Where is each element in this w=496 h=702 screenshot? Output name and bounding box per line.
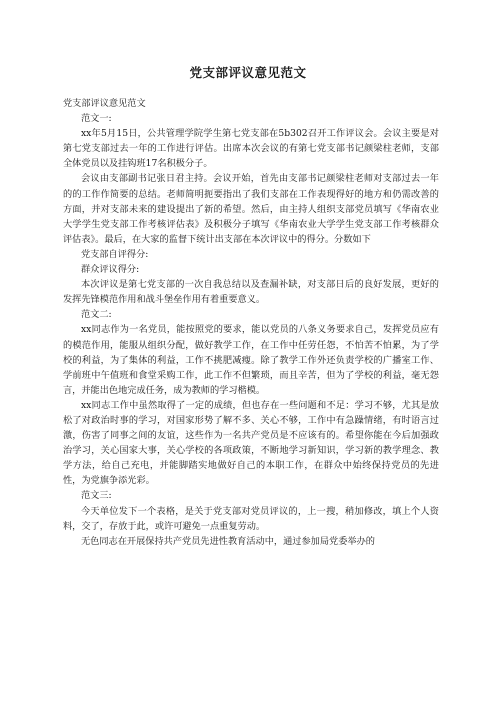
paragraph: 党支部评议意见范文: [63, 98, 146, 109]
paragraph: 今天单位发下一个表格，是关于党支部对党员评议的，上一搜，稍加修改，填上个人资料，交了，存放于此，或许可避免一点重复劳动。: [63, 505, 439, 532]
paragraph: xx同志作为一名党员，能按照党的要求，能以党员的八条义务要求自己，发挥党员应有的模范作用，能服从组织分配，做好教学工作，在工作中任劳任怨，不怕苦不怕累，为了学校的利益，为了集体的利益，工作不挑肥减瘦。除了教学工作外还负责学校的广播室工作、学前班中午值班和食堂采购工作，此工作不但繁琐，而且辛苦，但为了学校的利益，毫无怨言，并能出色地完成任务，成为教师的学习楷模。: [63, 324, 439, 396]
paragraph: 范文三:: [81, 490, 112, 502]
paragraph: xx年5月15日，公共管理学院学生第七党支部在5b302召开工作评议会。会议主要是对第七党支部过去一年的工作进行评估。出席本次会议的有第七党支部书记颜梁柱老师，支部全体党员以及挂钩班17名积极分子。: [63, 128, 439, 170]
paragraph: 无色同志在开展保持共产党员先进性教育活动中，通过参加局党委举办的: [81, 535, 375, 547]
paragraph: 范文一:: [81, 113, 112, 125]
paragraph: 范文二:: [81, 309, 112, 321]
paragraph: 群众评议得分:: [81, 264, 140, 276]
document-body: [63, 96, 439, 549]
paragraph: 会议由支部副书记张日君主持。会议开始，首先由支部书记颜梁柱老师对支部过去一年的的工作作简要的总结。老师简明扼要指出了我们支部在工作表现得好的地方和仍需改善的方面，并对支部未来的建设提出了新的希望。然后，由主持人组织支部党员填写《华南农业大学学生党支部工作考核评估表》及积极分子填写《华南农业大学学生党支部工作考核群众评估表》。最后，在大家的监督下统计出支部在本次评议中的得分。分数如下: [63, 173, 439, 245]
paragraph: xx同志工作中虽然取得了一定的成绩，但也存在一些问题和不足：学习不够，尤其是放松了对政治时事的学习，对国家形势了解不多、关心不够，工作中有急躁情绪，有时语言过激，伤害了同事之间的友谊，这些作为一名共产党员是不应该有的。希望你能在今后加强政治学习，关心国家大事，关心学校的各项政策，不断地学习新知识，学习新的教学理念、教学方法，给自己充电，并能脚踏实地做好自己的本职工作，在群众中始终保持党员的先进性，为党旗争添光彩。: [63, 399, 439, 487]
document-title: 党支部评议意见范文: [189, 65, 307, 80]
paragraph: 本次评议是第七党支部的一次自我总结以及查漏补缺，对支部日后的良好发展，更好的发挥先锋模范作用和战斗堡垒作用有着重要意义。: [63, 279, 439, 306]
paragraph: 党支部自评得分:: [81, 248, 149, 260]
